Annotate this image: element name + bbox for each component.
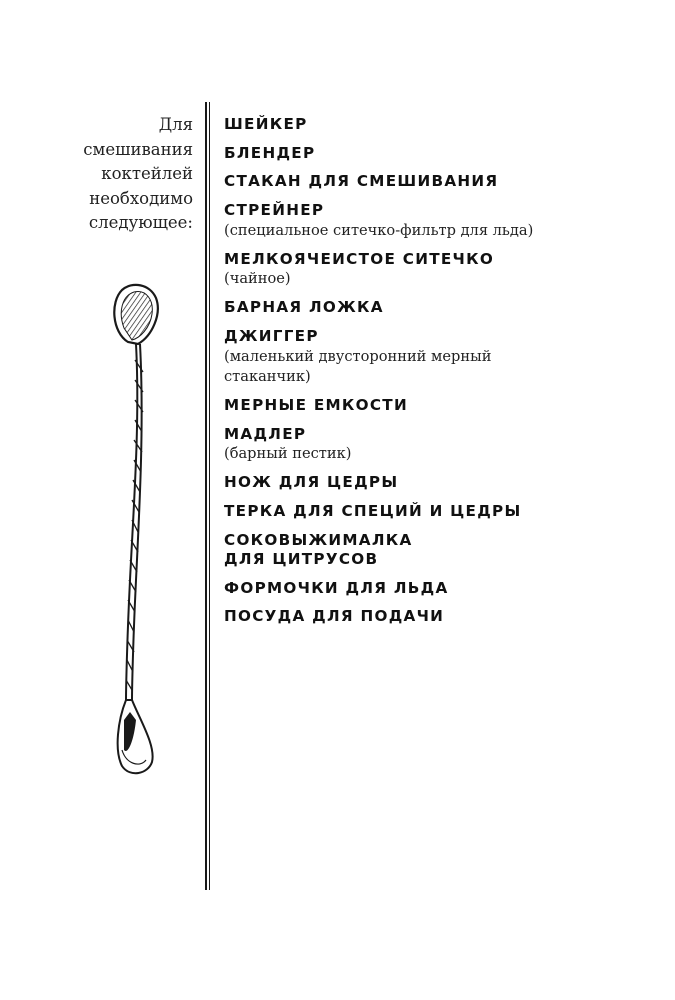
list-item	[224, 531, 664, 570]
item-title: ДЖИГГЕР	[224, 327, 319, 346]
item-note: (маленький двусторонний мерный стаканчик)	[224, 347, 492, 385]
item-title: ФОРМОЧКИ ДЛЯ ЛЬДА	[224, 578, 449, 597]
equipment-list	[224, 115, 664, 636]
list-item	[224, 144, 664, 164]
list-item	[224, 172, 664, 192]
item-title: СОКОВЫЖИМАЛКА ДЛЯ ЦИТРУСОВ	[224, 530, 413, 569]
list-item	[224, 115, 664, 135]
item-title: БЛЕНДЕР	[224, 143, 316, 162]
item-note: (барный пестик)	[224, 445, 352, 462]
item-title: СТРЕЙНЕР	[224, 201, 325, 220]
vertical-divider	[205, 102, 210, 890]
item-note: (чайное)	[224, 270, 291, 288]
item-title: БАРНАЯ ЛОЖКА	[224, 298, 384, 317]
item-title: МЕРНЫЕ ЕМКОСТИ	[224, 395, 408, 414]
list-item	[224, 607, 664, 627]
list-item	[224, 502, 664, 522]
list-item	[224, 201, 664, 241]
item-title: СТАКАН ДЛЯ СМЕШИВАНИЯ	[224, 172, 499, 191]
list-item	[224, 579, 664, 599]
intro-text: Для смешивания коктейлей необходимо следующее:	[83, 115, 193, 232]
item-note: (специальное ситечко-фильтр для льда)	[224, 221, 534, 239]
list-item	[224, 250, 664, 290]
item-title: ПОСУДА ДЛЯ ПОДАЧИ	[224, 607, 445, 626]
list-item	[224, 396, 664, 416]
bar-spoon-icon	[100, 280, 180, 780]
item-title: ТЕРКА ДЛЯ СПЕЦИЙ И ЦЕДРЫ	[224, 501, 522, 520]
list-item	[224, 327, 664, 387]
item-title: МЕЛКОЯЧЕИСТОЕ СИТЕЧКО	[224, 249, 495, 268]
list-item	[224, 473, 664, 493]
list-item	[224, 298, 664, 318]
item-title: НОЖ ДЛЯ ЦЕДРЫ	[224, 473, 399, 492]
item-title: МАДЛЕР	[224, 424, 307, 443]
list-item	[224, 425, 664, 465]
item-title: ШЕЙКЕР	[224, 115, 308, 133]
